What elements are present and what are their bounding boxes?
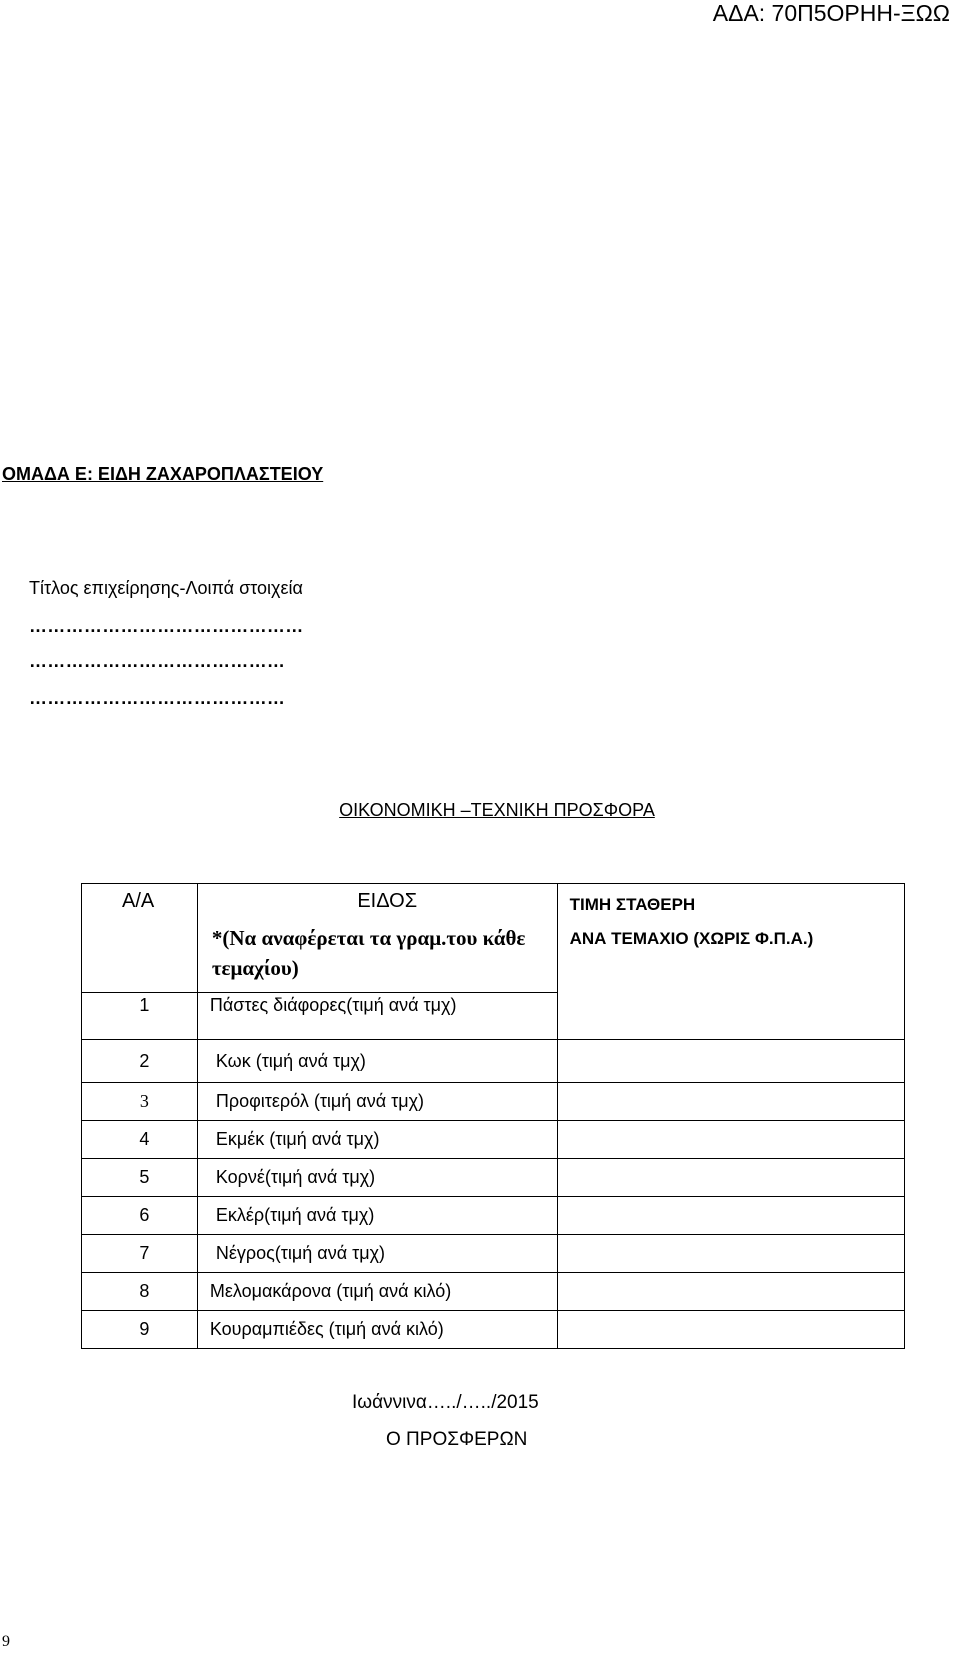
header-eidos: [197, 884, 557, 993]
header-price-line-2: ΑΝΑ ΤΕΜΑΧΙΟ (ΧΩΡΙΣ Φ.Π.Α.): [569, 929, 814, 948]
price-cell[interactable]: [557, 1273, 904, 1311]
table-row: [82, 1235, 905, 1273]
price-cell[interactable]: [557, 1159, 904, 1197]
row-item: Νέγρος(τιμή ανά τμχ): [197, 1235, 557, 1273]
group-title: ΟΜΑΔΑ Ε: ΕΙΔΗ ΖΑΧΑΡΟΠΛΑΣΤΕΙΟΥ: [2, 464, 324, 484]
row-item: Μελομακάρονα (τιμή ανά κιλό): [197, 1273, 557, 1311]
table-row: [82, 1311, 905, 1349]
row-number: 5: [82, 1159, 198, 1197]
business-info-line-3: ……………………………………: [29, 688, 286, 708]
offer-heading: ΟΙΚΟΝΟΜΙΚΗ –ΤΕΧΝΙΚΗ ΠΡΟΣΦΟΡΑ: [339, 800, 655, 820]
row-item: Κωκ (τιμή ανά τμχ): [197, 1040, 557, 1083]
row-item: Πάστες διάφορες(τιμή ανά τμχ): [197, 993, 557, 1040]
row-item: Εκλέρ(τιμή ανά τμχ): [197, 1197, 557, 1235]
business-info-label: Τίτλος επιχείρησης-Λοιπά στοιχεία: [29, 578, 303, 598]
header-price-line-1: ΤΙΜΗ ΣΤΑΘΕΡΗ: [569, 895, 696, 914]
ada-code: ΑΔΑ: 70Π5ΟΡΗΗ-ΞΩΩ: [712, 0, 950, 26]
row-number: 7: [82, 1235, 198, 1273]
row-number: 9: [82, 1311, 198, 1349]
offerer-label: Ο ΠΡΟΣΦΕΡΩΝ: [386, 1429, 528, 1450]
header-aa: Α/Α: [82, 884, 198, 993]
table-header-row: [82, 884, 905, 993]
table-row: [82, 1040, 905, 1083]
table-row: [82, 1121, 905, 1159]
price-cell[interactable]: [557, 1040, 904, 1083]
row-number: 3: [82, 1083, 198, 1121]
business-info-line-1: ………………………………………: [29, 616, 304, 636]
business-info-line-2: ……………………………………: [29, 651, 286, 671]
price-cell[interactable]: [557, 1083, 904, 1121]
price-cell[interactable]: [557, 1121, 904, 1159]
header-price: [557, 884, 904, 1040]
table-row: [82, 1083, 905, 1121]
row-number: 6: [82, 1197, 198, 1235]
price-cell[interactable]: [557, 1311, 904, 1349]
row-number: 4: [82, 1121, 198, 1159]
table-row: [82, 1159, 905, 1197]
header-eidos-note: *(Να αναφέρεται τα γραμ.του κάθε τεμαχίου): [211, 926, 526, 980]
row-item: Προφιτερόλ (τιμή ανά τμχ): [197, 1083, 557, 1121]
row-item: Κορνέ(τιμή ανά τμχ): [197, 1159, 557, 1197]
city-date-line: Ιωάννινα…../…../2015: [352, 1392, 539, 1413]
row-item: Εκμέκ (τιμή ανά τμχ): [197, 1121, 557, 1159]
row-number: 1: [82, 993, 198, 1040]
price-cell[interactable]: [557, 1235, 904, 1273]
header-eidos-title: ΕΙΔΟΣ: [357, 890, 418, 912]
row-number: 8: [82, 1273, 198, 1311]
offer-table: [81, 883, 905, 1349]
page-number: 9: [2, 1633, 10, 1650]
row-number: 2: [82, 1040, 198, 1083]
table-row: [82, 1273, 905, 1311]
price-cell[interactable]: [557, 1197, 904, 1235]
row-item: Κουραμπιέδες (τιμή ανά κιλό): [197, 1311, 557, 1349]
table-row: [82, 1197, 905, 1235]
